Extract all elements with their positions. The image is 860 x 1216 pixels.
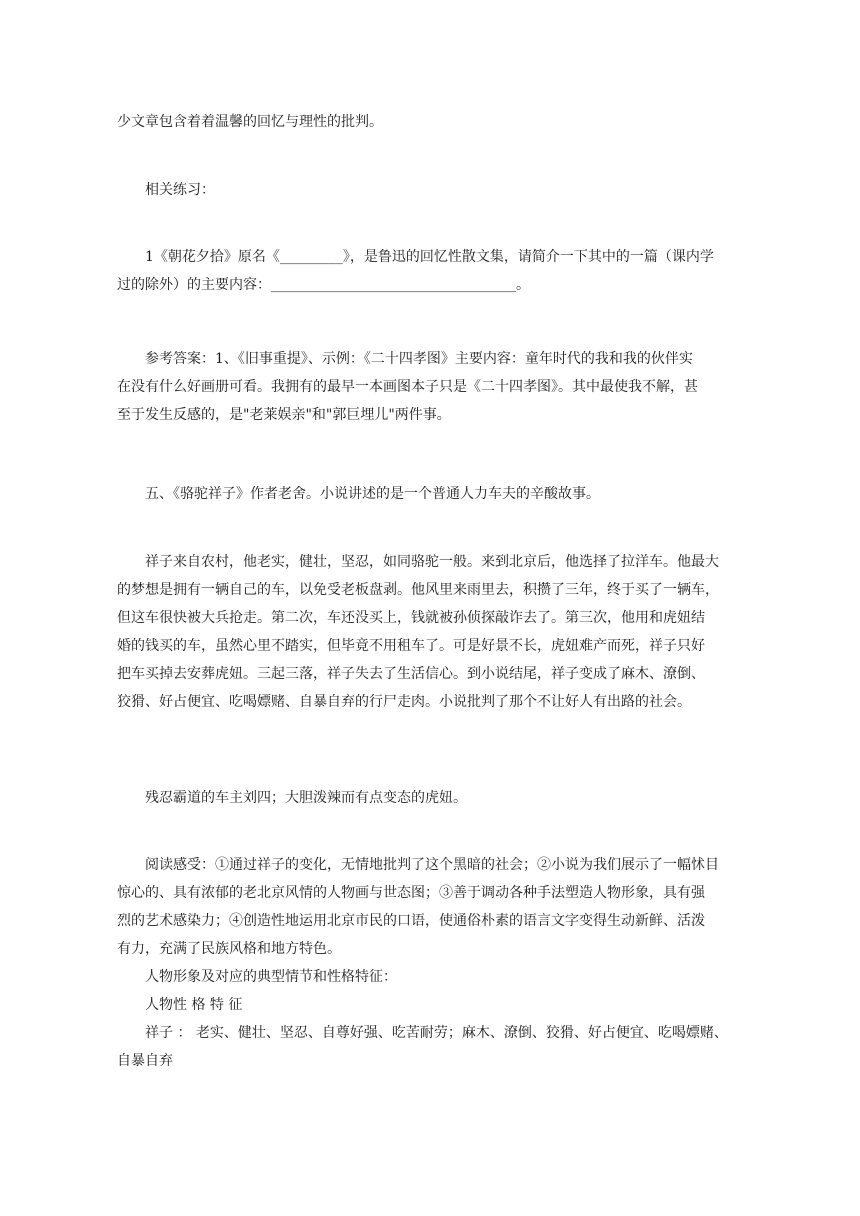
paragraph-intro-tail (117, 108, 743, 136)
paragraph-characters (117, 784, 743, 812)
heading-related-exercises (117, 176, 743, 204)
text-line: 但这车很快被大兵抢走。第二次，车还没买上，钱就被孙侦探敲诈去了。第三次，他用和虎妞结 (117, 610, 705, 626)
text-line: 少文章包含着着温馨的回忆与理性的批判。 (117, 114, 383, 130)
paragraph-reading-impressions (117, 851, 743, 1075)
text-line: 五、《骆驼祥子》作者老舍。小说讲述的是一个普通人力车夫的辛酸故事。 (145, 486, 600, 502)
text-line: 人物性 格 特 征 (145, 997, 243, 1013)
text-line: 祥子来自农村，他老实，健壮，坚忍，如同骆驼一般。来到北京后，他选择了拉洋车。他最大 (145, 554, 719, 570)
text-line: 参考答案：1、《旧事重提》、示例：《二十四孝图》主要内容：童年时代的我和我的伙伴实 (145, 351, 693, 367)
text-line: 有力，充满了民族风格和地方特色。 (117, 941, 341, 957)
paragraph-exercise-question (117, 243, 743, 299)
text-line: 的梦想是拥有一辆自己的车，以免受老板盘剥。他风里来雨里去，积攒了三年，终于买了一辆车， (117, 582, 719, 598)
text-line: 人物形象及对应的典型情节和性格特征： (145, 969, 397, 985)
text-line: 在没有什么好画册可看。我拥有的最早一本画图本子只是《二十四孝图》。其中最使我不解，甚 (117, 379, 698, 395)
text-line: 至于发生反感的，是"老莱娱亲"和"郭巨埋儿"两件事。 (117, 407, 451, 423)
text-line: 祥子 ： 老实、健壮、坚忍、自尊好强、吃苦耐劳；麻木、潦倒、狡猾、好占便宜、吃喝嫖赌、 (145, 1025, 728, 1041)
text-line: 烈的艺术感染力；④创造性地运用北京市民的口语，使通俗朴素的语言文字变得生动新鲜、活泼 (117, 913, 705, 929)
text-line: 相关练习： (145, 182, 215, 198)
text-line: 惊心的、具有浓郁的老北京风情的人物画与世态图；③善于调动各种手法塑造人物形象，具有强 (117, 885, 705, 901)
text-line: 狡猾、好占便宜、吃喝嫖赌、自暴自弃的行尸走肉。小说批判了那个不让好人有出路的社会。 (117, 694, 691, 710)
text-line: 过的除外）的主要内容：___________________________________。 (117, 277, 530, 293)
text-line: 自暴自弃 (117, 1053, 173, 1069)
text-line: 把车买掉去安葬虎妞。三起三落，祥子失去了生活信心。到小说结尾，祥子变成了麻木、潦倒、 (117, 666, 705, 682)
text-line: 婚的钱买的车，虽然心里不踏实，但毕竟不用租车了。可是好景不长，虎妞难产而死，祥子只好 (117, 638, 705, 654)
text-line: 阅读感受：①通过祥子的变化，无情地批判了这个黑暗的社会；②小说为我们展示了一幅怵目 (145, 857, 719, 873)
text-line: 残忍霸道的车主刘四；大胆泼辣而有点变态的虎妞。 (145, 790, 467, 806)
paragraph-reference-answer (117, 345, 743, 429)
paragraph-section-five (117, 480, 743, 508)
paragraph-plot-summary (117, 548, 743, 716)
text-line: 1《朝花夕拾》原名《_________》，是鲁迅的回忆性散文集，请简介一下其中的一篇（课内学 (145, 249, 714, 265)
